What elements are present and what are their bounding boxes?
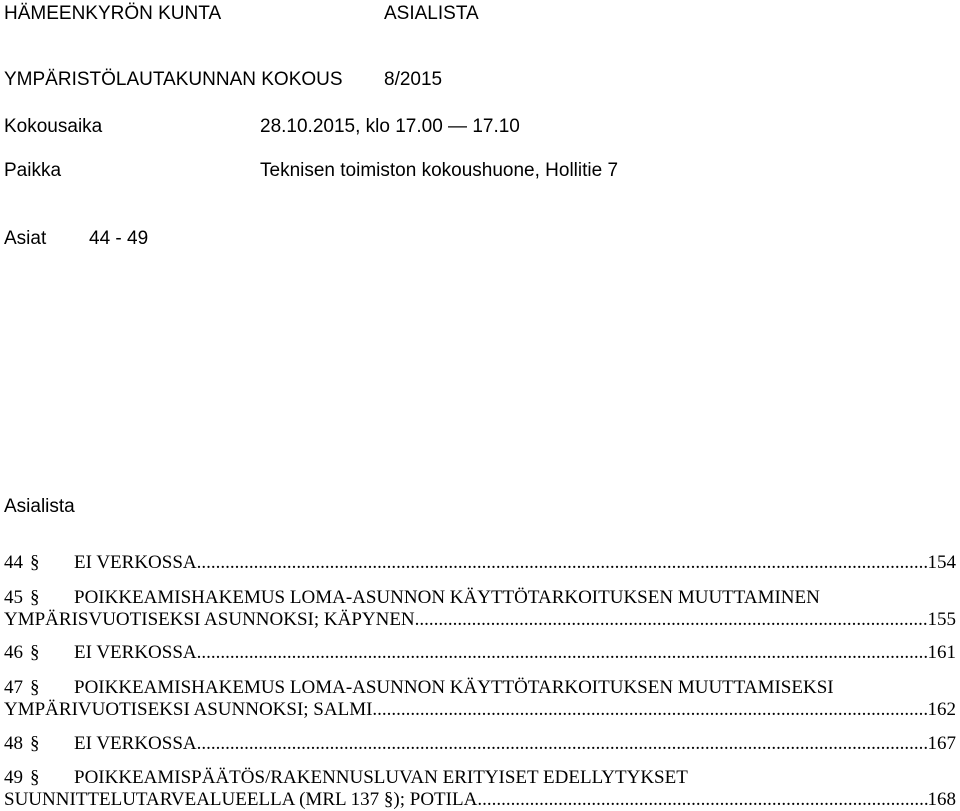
document-type: ASIALISTA xyxy=(384,3,479,24)
item-title: POIKKEAMISHAKEMUS LOMA-ASUNNON KÄYTTÖTARKOITUKSEN MUUTTAMISEKSI xyxy=(74,677,834,698)
item-title: POIKKEAMISPÄÄTÖS/RAKENNUSLUVAN ERITYISET EDELLYTYKSET xyxy=(74,767,688,788)
page-number: 161 xyxy=(927,642,956,663)
section-symbol: § xyxy=(30,677,40,698)
item-title: YMPÄRIVUOTISEKSI ASUNNOKSI; SALMI xyxy=(4,699,373,720)
item-title-line xyxy=(74,733,956,755)
item-title-line xyxy=(74,677,956,699)
section-symbol: § xyxy=(30,767,40,788)
agenda-title: Asialista xyxy=(4,496,75,517)
item-title: SUUNNITTELUTARVEALUEELLA (MRL 137 §); POTILA xyxy=(4,789,478,810)
item-number: 44 xyxy=(4,552,23,573)
header-row-place xyxy=(4,160,619,182)
header-row-meeting xyxy=(4,69,443,91)
item-title-line xyxy=(74,767,956,789)
page-number: 168 xyxy=(927,789,956,810)
item-title-line xyxy=(4,789,956,811)
meeting-title: YMPÄRISTÖLAUTAKUNNAN KOKOUS xyxy=(4,69,343,90)
leader-dots xyxy=(197,552,928,574)
meeting-number: 8/2015 xyxy=(384,69,443,90)
leader-dots xyxy=(415,609,928,631)
item-number: 45 xyxy=(4,587,23,608)
time-label: Kokousaika xyxy=(4,116,103,137)
header-row-municipality xyxy=(4,3,479,25)
item-number: 49 xyxy=(4,767,23,788)
item-number: 46 xyxy=(4,642,23,663)
page-number: 154 xyxy=(927,552,956,573)
leader-dots xyxy=(197,733,928,755)
leader-dots xyxy=(372,699,927,721)
item-number: 48 xyxy=(4,733,23,754)
time-value: 28.10.2015, klo 17.00 — 17.10 xyxy=(260,116,520,137)
place-value: Teknisen toimiston kokoushuone, Hollitie 7 xyxy=(260,160,619,181)
item-title-line xyxy=(74,552,956,574)
items-label: Asiat xyxy=(4,228,47,249)
item-title-line xyxy=(74,587,956,609)
item-title: EI VERKOSSA xyxy=(74,642,197,663)
page-number: 162 xyxy=(927,699,956,720)
item-title: EI VERKOSSA xyxy=(74,552,197,573)
section-symbol: § xyxy=(30,733,40,754)
item-number: 47 xyxy=(4,677,23,698)
page-number: 155 xyxy=(927,609,956,630)
section-symbol: § xyxy=(30,552,40,573)
place-label: Paikka xyxy=(4,160,62,181)
page-number: 167 xyxy=(927,733,956,754)
leader-dots xyxy=(477,789,927,811)
item-title: YMPÄRISVUOTISEKSI ASUNNOKSI; KÄPYNEN xyxy=(4,609,415,630)
header-row-time xyxy=(4,116,520,138)
section-symbol: § xyxy=(30,642,40,663)
municipality-name: HÄMEENKYRÖN KUNTA xyxy=(4,3,222,24)
item-title: EI VERKOSSA xyxy=(74,733,197,754)
leader-dots xyxy=(197,642,928,664)
header-row-items xyxy=(4,228,149,250)
section-symbol: § xyxy=(30,587,40,608)
item-title-line xyxy=(74,642,956,664)
item-title-line xyxy=(4,699,956,721)
item-title: POIKKEAMISHAKEMUS LOMA-ASUNNON KÄYTTÖTARKOITUKSEN MUUTTAMINEN xyxy=(74,587,820,608)
items-value: 44 - 49 xyxy=(89,228,149,249)
item-title-line xyxy=(4,609,956,631)
